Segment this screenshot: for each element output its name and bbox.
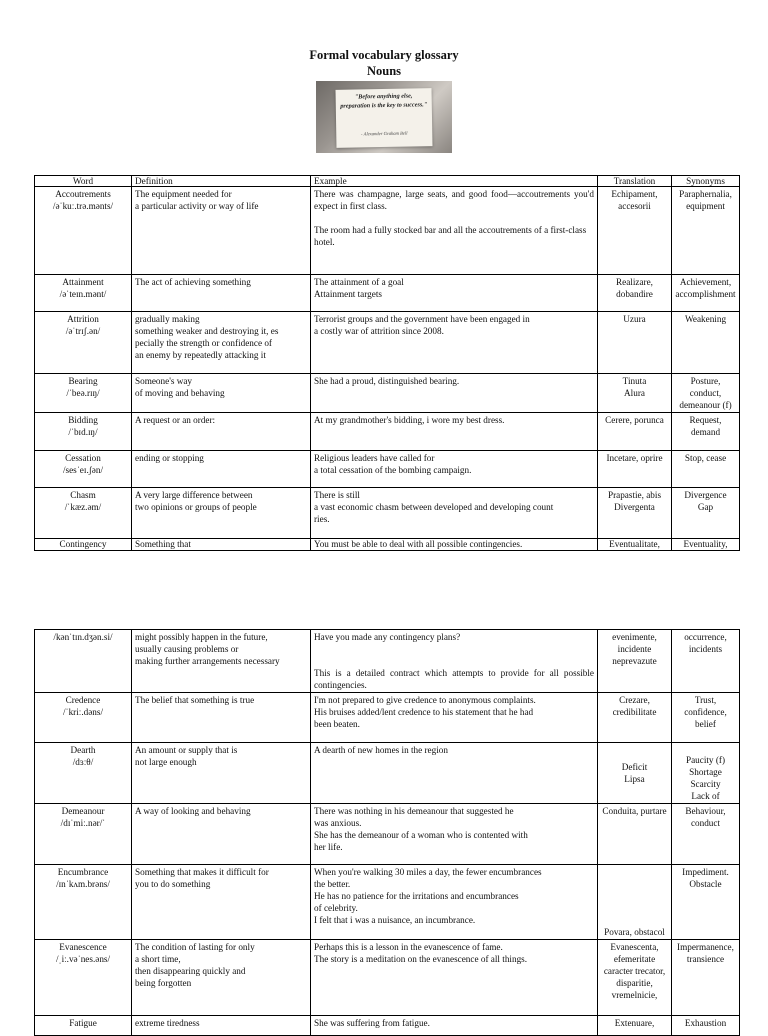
- word-cell: [35, 374, 132, 413]
- ipa: /əˈkuː.trə.mənts/: [52, 201, 114, 211]
- header-synonyms: Synonyms: [672, 176, 740, 187]
- word-cell: [35, 187, 132, 275]
- quote-text: "Before anything else, preparation is the key to success.": [340, 92, 428, 110]
- definition-cell: extreme tiredness: [132, 1016, 311, 1036]
- definition-line: gradually making: [135, 314, 200, 324]
- example-cell: [311, 865, 598, 940]
- table-row: [35, 187, 740, 275]
- example-line: a total cessation of the bombing campaign.: [314, 465, 472, 475]
- document-subtitle: Nouns: [366, 64, 402, 78]
- synonym-line: Divergence: [684, 490, 727, 500]
- example-cell: [311, 693, 598, 743]
- example-line: When you're walking 30 miles a day, the fewer encumbrances: [314, 867, 542, 877]
- translation-cell: Echipament, accesorii: [598, 187, 672, 275]
- definition-cell: [132, 488, 311, 539]
- header-word: Word: [35, 176, 132, 187]
- definition-cell: [132, 312, 311, 374]
- translation-cell: Povara, obstacol: [598, 865, 672, 940]
- ipa: /ˈkriː.dəns/: [62, 707, 104, 717]
- synonym-line: Paucity (f): [685, 755, 726, 765]
- ipa: /ˈbɪd.ɪŋ/: [68, 427, 98, 437]
- ipa: /ɪnˈkʌm.brəns/: [56, 879, 110, 889]
- translation-line: Divergenta: [614, 502, 655, 512]
- example-line: her life.: [314, 842, 343, 852]
- example-line: Religious leaders have called for: [314, 453, 435, 463]
- example-text: This is a detailed contract which attempts to provide for all possible contingencies.: [314, 668, 594, 690]
- example-text: Have you made any contingency plans?: [314, 632, 461, 642]
- translation-cell: Realizare, dobandire: [598, 275, 672, 312]
- example-line: a vast economic chasm between developed and developing count: [314, 502, 554, 512]
- definition-line: being forgotten: [135, 978, 192, 988]
- synonyms-cell: Weakening: [672, 312, 740, 374]
- example-line: He has no patience for the irritations and encumbrances: [314, 891, 519, 901]
- example-cell: [311, 312, 598, 374]
- word: Dearth: [70, 745, 96, 755]
- definition-cell: [132, 275, 311, 312]
- definition-line: The act of achieving something: [135, 277, 251, 287]
- definition-cell: [132, 451, 311, 488]
- translation-cell: Uzura: [598, 312, 672, 374]
- synonyms-cell: Impermanence, transience: [672, 940, 740, 1016]
- glossary-table-page-1: [34, 175, 740, 551]
- definition-line: a short time,: [135, 954, 181, 964]
- example-line: The story is a meditation on the evanescence of all things.: [314, 954, 528, 964]
- translation-line: Alura: [624, 388, 645, 398]
- translation-cell: [598, 374, 672, 413]
- synonym-line: Lack of: [691, 791, 720, 801]
- word: Bidding: [68, 415, 98, 425]
- word: Encumbrance: [57, 867, 109, 877]
- definition-cell: [132, 693, 311, 743]
- example-line: There was nothing in his demeanour that suggested he: [314, 806, 514, 816]
- synonyms-cell: Request, demand: [672, 413, 740, 451]
- definition-line: an enemy by repeatedly attacking it: [135, 350, 266, 360]
- table-row: [35, 539, 740, 551]
- translation-cell: Conduita, purtare: [598, 804, 672, 865]
- header-definition: Definition: [132, 176, 311, 187]
- translation-cell: Crezare, credibilitate: [598, 693, 672, 743]
- example-cell: [311, 804, 598, 865]
- definition-line: A request or an order:: [135, 415, 216, 425]
- translation-line: Prapastie, abis: [607, 490, 662, 500]
- quote-author: - Alexander Graham Bell: [360, 130, 408, 137]
- word-cell: [35, 275, 132, 312]
- definition-line: a particular activity or way of life: [135, 201, 259, 211]
- definition-cell: [132, 804, 311, 865]
- translation-cell: evenimente, incidente neprevazute: [598, 630, 672, 693]
- example-line: I'm not prepared to give credence to anonymous complaints.: [314, 695, 536, 705]
- definition-cell: [132, 743, 311, 804]
- example-line: was anxious.: [314, 818, 362, 828]
- translation-cell: Incetare, oprire: [598, 451, 672, 488]
- word-cell: [35, 743, 132, 804]
- word-cell: [35, 312, 132, 374]
- example-line: She has the demeanour of a woman who is contented with: [314, 830, 528, 840]
- example-line: I felt that i was a nuisance, an incumbrance.: [314, 915, 476, 925]
- synonyms-cell: Achievement, accomplishment: [672, 275, 740, 312]
- example-line: There is still: [314, 490, 360, 500]
- synonym-line: Gap: [697, 502, 714, 512]
- document-title-block: [0, 47, 768, 79]
- word: Cessation: [65, 453, 101, 463]
- quote-image: [316, 81, 452, 153]
- example-line: His bruises added/lent credence to his statement that he had: [314, 707, 534, 717]
- word-cell: [35, 804, 132, 865]
- ipa: /ˈbeə.rɪŋ/: [66, 388, 100, 398]
- translation-line: Tinuta: [622, 376, 647, 386]
- word: Credence: [65, 695, 101, 705]
- word: Bearing: [68, 376, 98, 386]
- example-line: the better.: [314, 879, 351, 889]
- word: Attrition: [67, 314, 99, 324]
- header-example: Example: [311, 176, 598, 187]
- document-title: Formal vocabulary glossary: [309, 48, 459, 62]
- glossary-table-page-2: [34, 629, 740, 1036]
- word-cell: [35, 693, 132, 743]
- ipa: /əˈtrɪʃ.ən/: [65, 326, 101, 336]
- table-row: [35, 275, 740, 312]
- synonyms-cell: Eventuality,: [672, 539, 740, 551]
- definition-line: might possibly happen in the future,: [135, 632, 268, 642]
- example-cell: [311, 413, 598, 451]
- example-line: a costly war of attrition since 2008.: [314, 326, 444, 336]
- definition-line: An amount or supply that is: [135, 745, 238, 755]
- example-cell: [311, 374, 598, 413]
- definition-line: of moving and behaving: [135, 388, 225, 398]
- example-cell: [311, 187, 598, 275]
- synonyms-cell: occurrence, incidents: [672, 630, 740, 693]
- translation-cell: [598, 488, 672, 539]
- definition-line: two opinions or groups of people: [135, 502, 257, 512]
- word-cell: [35, 488, 132, 539]
- synonyms-cell: Trust, confidence, belief: [672, 693, 740, 743]
- definition-line: The equipment needed for: [135, 189, 232, 199]
- example-cell: [311, 451, 598, 488]
- definition-cell: [132, 187, 311, 275]
- example-line: been beaten.: [314, 719, 360, 729]
- definition-line: you to do something: [135, 879, 211, 889]
- ipa: /ˌiː.vəˈnes.əns/: [55, 954, 111, 964]
- example-cell: [311, 488, 598, 539]
- example-line: At my grandmother's bidding, i wore my best dress.: [314, 415, 505, 425]
- word: Chasm: [70, 490, 96, 500]
- definition-line: something weaker and destroying it, es: [135, 326, 279, 336]
- definition-line: usually causing problems or: [135, 644, 239, 654]
- synonyms-cell: [672, 743, 740, 804]
- example-line: ries.: [314, 514, 330, 524]
- ipa: /ˈkæz.əm/: [64, 502, 102, 512]
- example-line: Attainment targets: [314, 289, 382, 299]
- definition-cell: [132, 940, 311, 1016]
- example-line: Perhaps this is a lesson in the evanescence of fame.: [314, 942, 503, 952]
- definition-line: Someone's way: [135, 376, 193, 386]
- synonyms-cell: Stop, cease: [672, 451, 740, 488]
- word-cell: [35, 865, 132, 940]
- synonyms-cell: [672, 488, 740, 539]
- translation-cell: Extenuare,: [598, 1016, 672, 1036]
- example-cell: She was suffering from fatigue.: [311, 1016, 598, 1036]
- definition-line: A way of looking and behaving: [135, 806, 251, 816]
- example-line: of celebrity.: [314, 903, 358, 913]
- example-line: She had a proud, distinguished bearing.: [314, 376, 460, 386]
- word-cell: [35, 413, 132, 451]
- definition-cell: [132, 865, 311, 940]
- table-row: [35, 488, 740, 539]
- example-cell: [311, 275, 598, 312]
- table-row: [35, 413, 740, 451]
- synonym-line: Scarcity: [690, 779, 721, 789]
- header-translation: Translation: [598, 176, 672, 187]
- table-row: [35, 451, 740, 488]
- ipa: /əˈteɪn.mənt/: [59, 289, 107, 299]
- example-line: A dearth of new homes in the region: [314, 745, 448, 755]
- ipa: /dɪˈmiː.nər/ˈ: [60, 818, 106, 828]
- synonyms-cell: Impediment. Obstacle: [672, 865, 740, 940]
- table-row: [35, 312, 740, 374]
- translation-cell: [598, 743, 672, 804]
- translation-cell: Eventualitate,: [598, 539, 672, 551]
- word: Attainment: [62, 277, 104, 287]
- definition-line: not large enough: [135, 757, 197, 767]
- definition-line: then disappearing quickly and: [135, 966, 246, 976]
- definition-line: pecially the strength or confidence of: [135, 338, 272, 348]
- quote-card: [336, 88, 433, 148]
- word-cell: /kənˈtɪn.dʒən.si/: [35, 630, 132, 693]
- translation-cell: Evanescenta, efemeritate caracter trecator, disparitie, vremelnicie,: [598, 940, 672, 1016]
- word-cell: Contingency: [35, 539, 132, 551]
- table-row: [35, 630, 740, 693]
- example-line: The attainment of a goal: [314, 277, 404, 287]
- word: Evanescence: [59, 942, 107, 952]
- ipa: /dɜːθ/: [72, 757, 94, 767]
- synonyms-cell: Exhaustion: [672, 1016, 740, 1036]
- word: Accoutrements: [55, 189, 111, 199]
- translation-cell: Cerere, porunca: [598, 413, 672, 451]
- definition-line: ending or stopping: [135, 453, 204, 463]
- definition-line: A very large difference between: [135, 490, 253, 500]
- translation-line: Lipsa: [624, 774, 645, 784]
- word-cell: Fatigue: [35, 1016, 132, 1036]
- example-text: There was champagne, large seats, and good food—accoutrements you'd expect in first class.: [314, 189, 594, 211]
- example-cell: [311, 630, 598, 693]
- example-line: Terrorist groups and the government have been engaged in: [314, 314, 530, 324]
- definition-line: making further arrangements necessary: [135, 656, 280, 666]
- definition-line: The condition of lasting for only: [135, 942, 255, 952]
- translation-line: Deficit: [621, 762, 648, 772]
- example-text: The room had a fully stocked bar and all the accoutrements of a first-class hotel.: [314, 225, 587, 247]
- word-cell: [35, 451, 132, 488]
- table-row: [35, 865, 740, 940]
- table-row: [35, 1016, 740, 1036]
- definition-line: The belief that something is true: [135, 695, 255, 705]
- word-cell: [35, 940, 132, 1016]
- definition-cell: [132, 630, 311, 693]
- example-cell: You must be able to deal with all possible contingencies.: [311, 539, 598, 551]
- definition-cell: Something that: [132, 539, 311, 551]
- definition-cell: [132, 413, 311, 451]
- example-cell: [311, 940, 598, 1016]
- table-row: [35, 940, 740, 1016]
- example-cell: [311, 743, 598, 804]
- table-row: [35, 693, 740, 743]
- table-header-row: [35, 176, 740, 187]
- synonyms-cell: Paraphernalia, equipment: [672, 187, 740, 275]
- table-row: [35, 804, 740, 865]
- definition-cell: [132, 374, 311, 413]
- ipa: /sesˈeɪ.ʃən/: [62, 465, 104, 475]
- synonym-line: Shortage: [689, 767, 722, 777]
- synonyms-cell: Behaviour, conduct: [672, 804, 740, 865]
- definition-line: Something that makes it difficult for: [135, 867, 269, 877]
- table-row: [35, 374, 740, 413]
- synonyms-cell: Posture, conduct, demeanour (f): [672, 374, 740, 413]
- table-row: [35, 743, 740, 804]
- word: Demeanour: [61, 806, 105, 816]
